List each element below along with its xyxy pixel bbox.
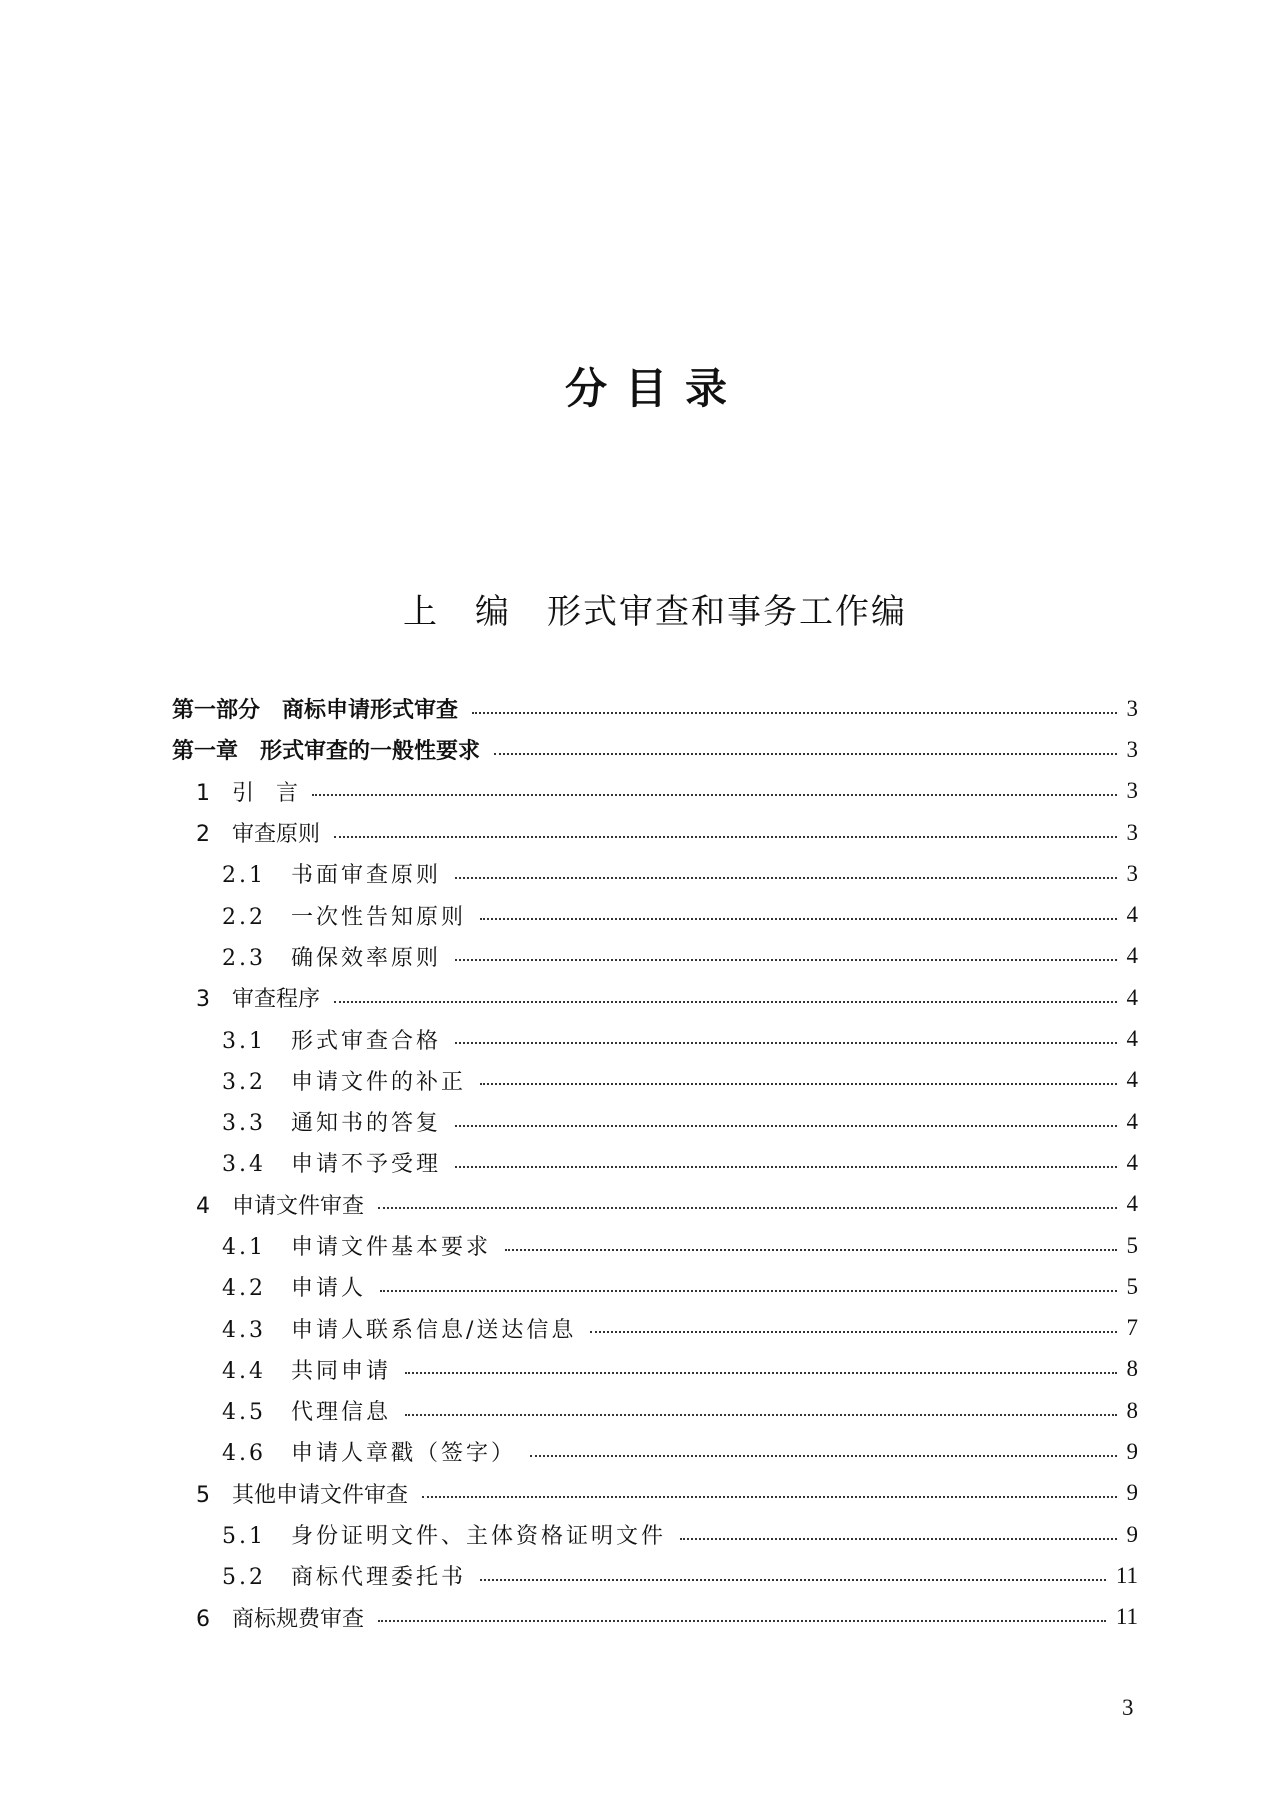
toc-entry-label: 3.3 通知书的答复 (222, 1106, 449, 1137)
toc-entry-label: 5.1 身份证明文件、主体资格证明文件 (222, 1519, 674, 1550)
toc-entry[interactable] (172, 977, 1138, 1018)
toc-entry-page: 8 (1126, 1356, 1138, 1382)
toc-entry[interactable] (172, 853, 1138, 894)
toc-leader-dots (680, 1538, 1117, 1540)
toc-entry-page: 4 (1126, 1026, 1138, 1052)
toc-leader-dots (472, 712, 1116, 714)
toc-leader-dots (334, 836, 1117, 838)
page-title: 分目录 (564, 364, 745, 413)
toc-entry-page: 5 (1126, 1232, 1138, 1258)
toc-entry[interactable] (172, 894, 1138, 935)
toc-entry-page: 11 (1115, 1604, 1138, 1630)
toc-entry[interactable] (172, 771, 1138, 812)
toc-entry-page: 4 (1126, 902, 1138, 928)
toc-leader-dots (378, 1207, 1117, 1209)
toc-leader-dots (455, 1042, 1117, 1044)
toc-entry-label: 4.1 申请文件基本要求 (222, 1230, 499, 1261)
toc-entry-label: 1 引 言 (196, 776, 306, 807)
toc-entry[interactable] (172, 1101, 1138, 1142)
toc-entry-page: 4 (1126, 1108, 1138, 1134)
toc-entry[interactable] (172, 1266, 1138, 1307)
toc-entry[interactable] (172, 688, 1138, 729)
toc-leader-dots (455, 1166, 1117, 1168)
toc-entry-label: 2.1 书面审查原则 (222, 858, 449, 889)
toc-entry-page: 3 (1126, 860, 1138, 886)
toc-entry-page: 3 (1126, 736, 1138, 762)
toc-entry-label: 6 商标规费审查 (196, 1602, 372, 1633)
toc-leader-dots (590, 1331, 1116, 1333)
toc-entry[interactable] (172, 1142, 1138, 1183)
toc-entry-page: 4 (1126, 1191, 1138, 1217)
toc-leader-dots (378, 1620, 1106, 1622)
toc-entry-label: 4.6 申请人章戳（签字） (222, 1436, 524, 1467)
toc-entry-page: 7 (1126, 1315, 1138, 1341)
toc-entry[interactable] (172, 1349, 1138, 1390)
toc-entry-page: 4 (1126, 984, 1138, 1010)
toc-entry-page: 4 (1126, 1067, 1138, 1093)
toc-entry[interactable] (172, 936, 1138, 977)
toc-leader-dots (422, 1496, 1117, 1498)
toc-entry[interactable] (172, 1473, 1138, 1514)
toc-entry-page: 9 (1126, 1480, 1138, 1506)
toc-entry-label: 2 审查原则 (196, 817, 328, 848)
toc-entry-page: 3 (1126, 819, 1138, 845)
toc-leader-dots (455, 959, 1117, 961)
toc-entry-label: 4.2 申请人 (222, 1271, 374, 1302)
page-number: 3 (1122, 1695, 1134, 1720)
toc-leader-dots (494, 753, 1116, 755)
toc-leader-dots (480, 918, 1117, 920)
toc-entry-label: 3.2 申请文件的补正 (222, 1065, 474, 1096)
toc-entry[interactable] (172, 1555, 1138, 1596)
toc-entry[interactable] (172, 1060, 1138, 1101)
toc-leader-dots (405, 1372, 1117, 1374)
toc-entry[interactable] (172, 1184, 1138, 1225)
toc-entry[interactable] (172, 1018, 1138, 1059)
toc-leader-dots (455, 1125, 1117, 1127)
toc-entry-page: 4 (1126, 1149, 1138, 1175)
toc-leader-dots (480, 1083, 1117, 1085)
toc-leader-dots (480, 1579, 1106, 1581)
toc-entry-label: 4.4 共同申请 (222, 1354, 399, 1385)
toc-entry[interactable] (172, 1431, 1138, 1472)
toc-entry-label: 4.5 代理信息 (222, 1395, 399, 1426)
toc-entry[interactable] (172, 1225, 1138, 1266)
toc-entry-label: 4 申请文件审查 (196, 1189, 372, 1220)
toc-entry-label: 2.3 确保效率原则 (222, 941, 449, 972)
table-of-contents (172, 688, 1138, 1638)
toc-entry[interactable] (172, 729, 1138, 770)
toc-entry[interactable] (172, 812, 1138, 853)
toc-entry-label: 3 审查程序 (196, 982, 328, 1013)
toc-leader-dots (380, 1290, 1117, 1292)
toc-entry-page: 3 (1126, 778, 1138, 804)
toc-entry-page: 8 (1126, 1397, 1138, 1423)
toc-entry[interactable] (172, 1390, 1138, 1431)
toc-entry-page: 9 (1126, 1521, 1138, 1547)
toc-entry-label: 4.3 申请人联系信息/送达信息 (222, 1313, 584, 1344)
toc-entry-label: 第一章 形式审查的一般性要求 (172, 734, 488, 765)
toc-entry-page: 3 (1126, 695, 1138, 721)
toc-leader-dots (530, 1455, 1117, 1457)
toc-entry-label: 3.1 形式审查合格 (222, 1024, 449, 1055)
toc-entry-page: 9 (1126, 1438, 1138, 1464)
toc-entry-label: 第一部分 商标申请形式审查 (172, 693, 466, 724)
part-title: 上 编 形式审查和事务工作编 (403, 592, 907, 632)
toc-leader-dots (334, 1001, 1117, 1003)
toc-entry[interactable] (172, 1514, 1138, 1555)
toc-entry[interactable] (172, 1597, 1138, 1638)
toc-leader-dots (455, 877, 1117, 879)
toc-leader-dots (405, 1414, 1117, 1416)
toc-entry[interactable] (172, 1307, 1138, 1348)
toc-entry-page: 4 (1126, 943, 1138, 969)
toc-entry-label: 3.4 申请不予受理 (222, 1147, 449, 1178)
toc-entry-page: 11 (1115, 1562, 1138, 1588)
toc-entry-label: 5 其他申请文件审查 (196, 1478, 416, 1509)
toc-leader-dots (312, 794, 1117, 796)
toc-entry-label: 5.2 商标代理委托书 (222, 1560, 474, 1591)
toc-leader-dots (505, 1249, 1117, 1251)
toc-entry-page: 5 (1126, 1273, 1138, 1299)
toc-entry-label: 2.2 一次性告知原则 (222, 900, 474, 931)
